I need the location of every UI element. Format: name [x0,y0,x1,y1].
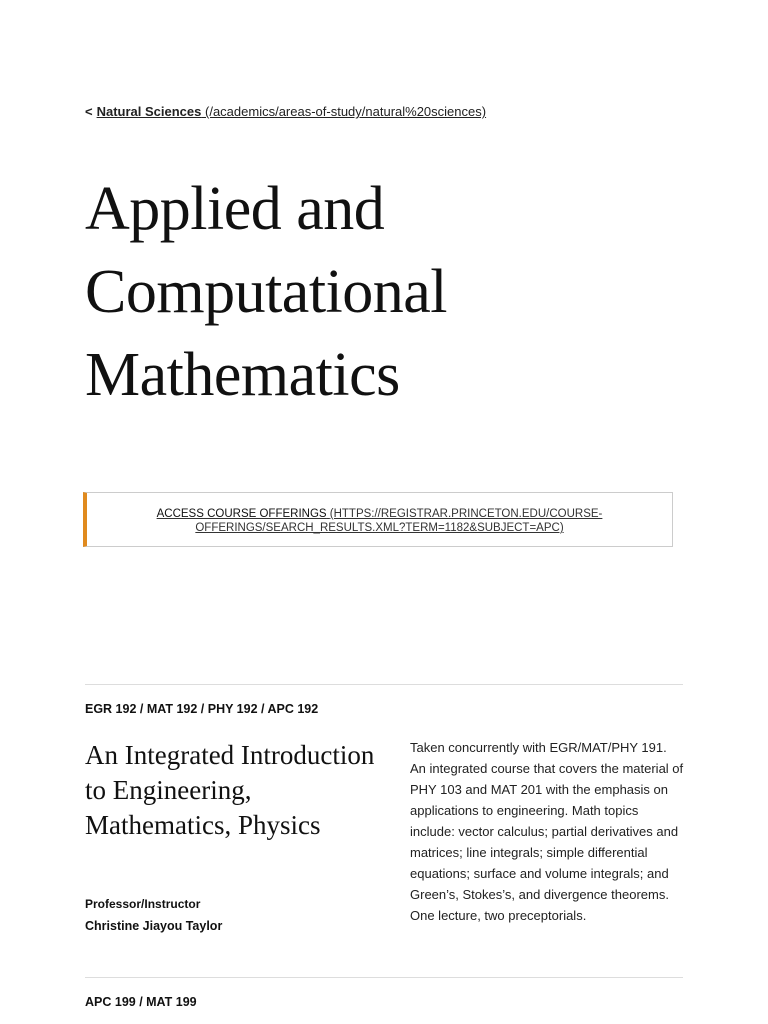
page-title: Applied and Computational Mathematics [85,175,448,409]
course-codes: APC 199 / MAT 199 [85,995,197,1009]
breadcrumb-url: (/academics/areas-of-study/natural%20sciences) [205,104,487,119]
access-url: (HTTPS://REGISTRAR.PRINCETON.EDU/COURSE-OFFERINGS/SEARCH_RESULTS.XML?TERM=1182&SUBJECT=APC) [195,508,603,534]
access-label: ACCESS COURSE OFFERINGS [156,508,327,520]
course-title: An Integrated Introduction to Engineering, Mathematics, Physics [85,740,375,840]
chevron-left-icon: < [85,104,93,119]
divider [85,684,683,685]
breadcrumb-link-natural-sciences[interactable] [97,104,486,119]
course-description: Taken concurrently with EGR/MAT/PHY 191. An integrated course that covers the material of PHY 103 and MAT 201 with the emphasis on applications to engineering. Math topics include: vector calculus; partial derivatives and matrices; line integrals; simple differential equations; surface and volume integrals; and Green’s, Stokes’s, and divergence theorems. One lecture, two preceptorials. [410,740,684,923]
breadcrumb [85,104,486,119]
access-course-offerings-callout [83,492,673,547]
breadcrumb-label: Natural Sciences [96,104,202,119]
instructor-label: Professor/Instructor [85,897,201,911]
course-codes: EGR 192 / MAT 192 / PHY 192 / APC 192 [85,702,319,716]
instructor-name: Christine Jiayou Taylor [85,919,223,933]
access-course-offerings-link[interactable] [157,508,603,534]
divider [85,977,683,978]
